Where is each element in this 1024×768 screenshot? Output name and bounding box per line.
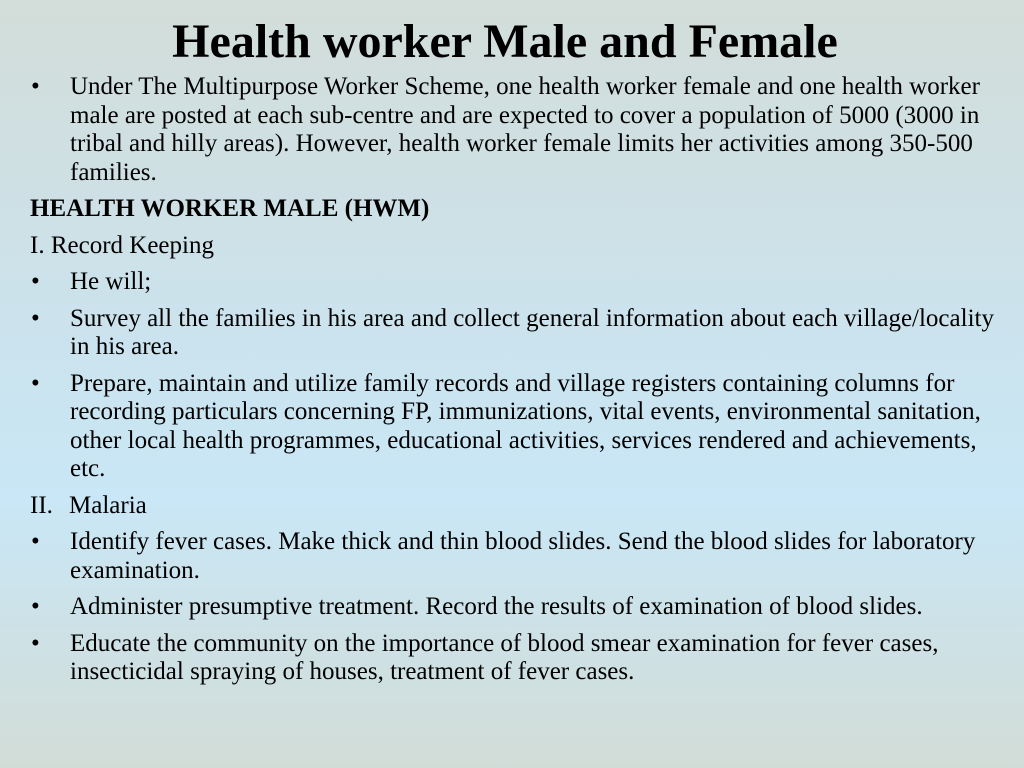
bullet-marker: • (31, 304, 40, 332)
bullet-marker: • (31, 268, 40, 295)
bullet-text: Survey all the families in his area and collect general information about each village/locality in his area. (70, 304, 994, 360)
bullet-text: Identify fever cases. Make thick and thin blood slides. Send the blood slides for laboratory examination. (70, 528, 976, 584)
section-malaria (30, 492, 996, 521)
bullet-item-education (30, 630, 996, 687)
bullet-item-he-will (30, 268, 996, 297)
bullet-marker: • (31, 369, 40, 397)
bullet-item-records (30, 370, 996, 484)
slide-content (30, 73, 996, 695)
slide-title: Health worker Male and Female (172, 15, 838, 68)
section-label: Malaria (69, 491, 147, 519)
bullet-item-fever-cases (30, 528, 996, 585)
section-number: II. (30, 491, 53, 519)
bullet-item-scheme (30, 73, 996, 187)
section-record-keeping: I. Record Keeping (30, 231, 214, 259)
bullet-marker: • (31, 629, 40, 657)
bullet-text: Under The Multipurpose Worker Scheme, one health worker female and one health worker male are posted at each sub-centre and are expected to cover a population of 5000 (3000 in tribal and hilly areas). However, health worker female limits her activities among 350-500 families. (70, 73, 980, 186)
bullet-item-treatment (30, 593, 996, 622)
bullet-marker: • (31, 73, 40, 100)
section-heading-hwm: HEALTH WORKER MALE (HWM) (30, 195, 430, 222)
bullet-marker: • (31, 593, 40, 620)
bullet-text: Educate the community on the importance of blood smear examination for fever cases, insecticidal spraying of houses, treatment of fever cases. (70, 629, 939, 685)
bullet-text: Prepare, maintain and utilize family records and village registers containing columns for recording particulars concerning FP, immunizations, vital events, environmental sanitation, other local health programmes, educational activities, services rendered and achievements, etc. (70, 369, 981, 482)
bullet-item-survey (30, 305, 996, 362)
bullet-marker: • (31, 528, 40, 555)
bullet-text: He will; (70, 268, 152, 295)
bullet-text: Administer presumptive treatment. Record the results of examination of blood slides. (70, 593, 923, 620)
